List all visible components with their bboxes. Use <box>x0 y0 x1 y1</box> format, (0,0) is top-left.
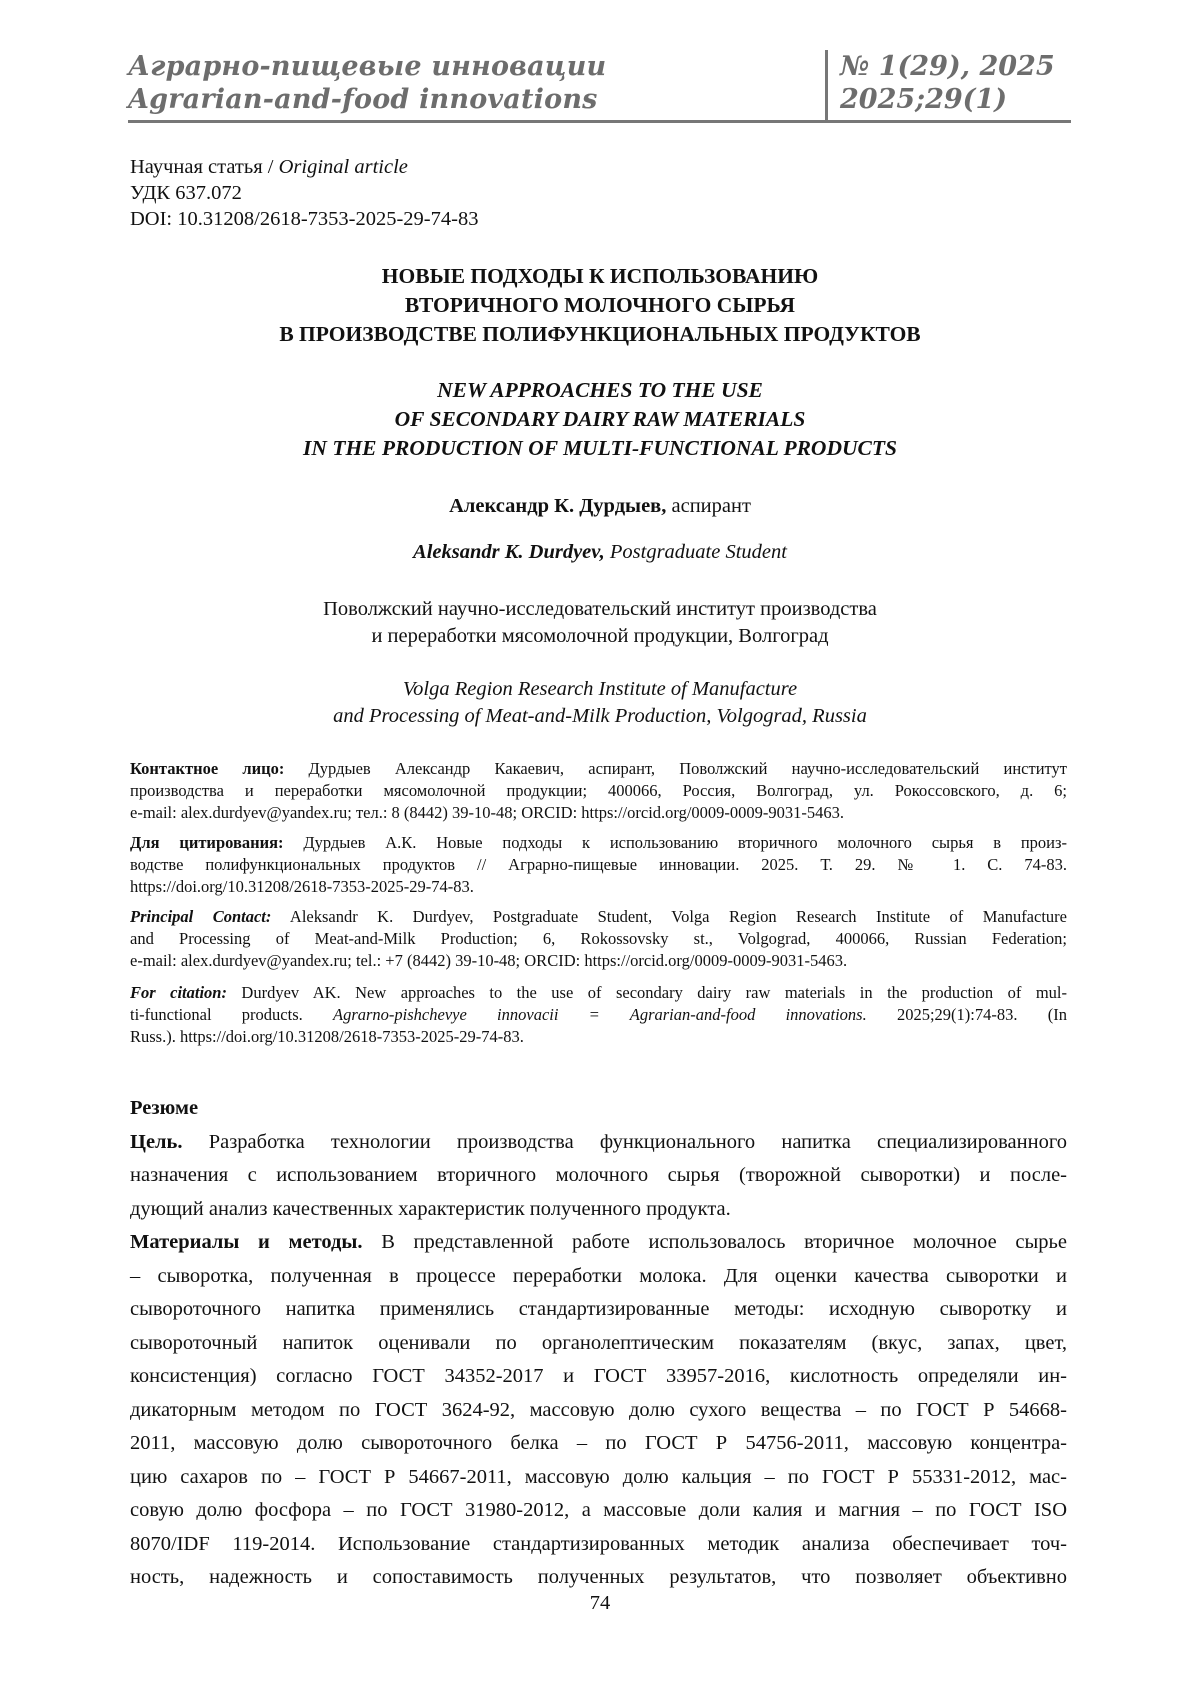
journal-title-block <box>128 50 825 123</box>
methods-line: 2011, массовую долю сывороточного белка – по ГОСТ Р 54756-2011, массовую концентра- <box>130 1427 1067 1461</box>
aim-text: Разработка технологии производства функционального напитка специализированного <box>183 1131 1067 1153</box>
author-en <box>0 541 1200 564</box>
methods-line: цию сахаров по – ГОСТ Р 54667-2011, массовую долю кальция – по ГОСТ Р 55331-2012, мас- <box>130 1461 1067 1495</box>
citation-ru-text: Дурдыев А.К. Новые подходы к использованию вторичного молочного сырья в произ- <box>284 833 1067 852</box>
methods-label: Материалы и методы. <box>130 1231 363 1253</box>
contact-ru-line <box>130 758 1067 780</box>
citation-ru-line: водстве полифункциональных продуктов // Аграрно-пищевые инновации. 2025. Т. 29. № 1. С. 74-83. <box>130 854 1067 876</box>
contact-en-line <box>130 906 1067 928</box>
issue-block <box>825 50 1071 123</box>
methods-line: ность, надежность и сопоставимость полученных результатов, что позволяет объективно <box>130 1561 1067 1595</box>
aim-line <box>130 1126 1067 1160</box>
contact-en-label: Principal Contact: <box>130 907 271 926</box>
title-ru-line: НОВЫЕ ПОДХОДЫ К ИСПОЛЬЗОВАНИЮ <box>0 262 1200 291</box>
citation-ru-link[interactable]: https://doi.org/10.31208/2618-7353-2025-29-74-83. <box>130 876 1067 898</box>
contact-ru-line: производства и переработки мясомолочной продукции; 400066, Россия, Волгоград, ул. Рокоссовского, д. 6; <box>130 780 1067 802</box>
methods-line: дикаторным методом по ГОСТ 3624-92, массовую долю сухого вещества – по ГОСТ Р 54668- <box>130 1394 1067 1428</box>
title-en-line: NEW APPROACHES TO THE USE <box>0 376 1200 405</box>
article-type-ru: Научная статья / <box>130 156 279 178</box>
citation-ru-line <box>130 832 1067 854</box>
article-meta <box>130 154 478 232</box>
contact-en <box>130 906 1067 972</box>
author-ru-role: аспирант <box>666 495 751 517</box>
citation-en-link[interactable]: Russ.). https://doi.org/10.31208/2618-7353-2025-29-74-83. <box>130 1026 1067 1048</box>
contact-ru-text: Дурдыев Александр Какаевич, аспирант, Поволжский научно-исследовательский институт <box>284 759 1067 778</box>
aim-label: Цель. <box>130 1131 183 1153</box>
citation-en-line <box>130 982 1067 1004</box>
citation-en-text: 2025;29(1):74-83. (In <box>867 1005 1067 1024</box>
issue-en: 2025;29(1) <box>828 83 1071 116</box>
title-en <box>0 376 1200 463</box>
methods-line: – сыворотка, полученная в процессе переработки молока. Для оценки качества сыворотки и <box>130 1260 1067 1294</box>
author-en-role: Postgraduate Student <box>605 541 787 563</box>
contact-ru-line: e-mail: alex.durdyev@yandex.ru; тел.: 8 (8442) 39-10-48; ORCID: https://orcid.org/0009-0009-9031-5463. <box>130 802 1067 824</box>
title-en-line: OF SECONDARY DAIRY RAW MATERIALS <box>0 405 1200 434</box>
title-ru <box>0 262 1200 349</box>
author-en-name: Aleksandr K. Durdyev, <box>413 541 605 563</box>
methods-line: сывороточный напиток оценивали по органолептическим показателям (вкус, запах, цвет, <box>130 1327 1067 1361</box>
contact-en-text: Aleksandr K. Durdyev, Postgraduate Student, Volga Region Research Institute of Manufacture <box>271 907 1067 926</box>
udc: УДК 637.072 <box>130 180 478 206</box>
methods-text: В представленной работе использовалось вторичное молочное сырье <box>363 1231 1067 1253</box>
issue-ru: № 1(29), 2025 <box>828 50 1071 83</box>
journal-title-en: Agrarian-and-food innovations <box>128 83 825 116</box>
journal-title-ru: Аграрно-пищевые инновации <box>128 50 825 83</box>
citation-en-line <box>130 1004 1067 1026</box>
resume-section <box>130 1092 1067 1595</box>
aim-line: дующий анализ качественных характеристик полученного продукта. <box>130 1193 1067 1227</box>
author-ru-name: Александр К. Дурдыев, <box>449 495 666 517</box>
page-number: 74 <box>0 1592 1200 1615</box>
article-type-en: Original article <box>279 156 408 178</box>
institution-en-line: Volga Region Research Institute of Manufacture <box>0 676 1200 703</box>
institution-ru-line: Поволжский научно-исследовательский институт производства <box>0 596 1200 623</box>
running-header <box>128 50 1068 120</box>
citation-ru-label: Для цитирования: <box>130 833 284 852</box>
contact-ru-label: Контактное лицо: <box>130 759 284 778</box>
institution-ru-line: и переработки мясомолочной продукции, Волгоград <box>0 623 1200 650</box>
title-en-line: IN THE PRODUCTION OF MULTI-FUNCTIONAL PRODUCTS <box>0 434 1200 463</box>
contact-en-line: e-mail: alex.durdyev@yandex.ru; tel.: +7 (8442) 39-10-48; ORCID: https://orcid.org/0009-0009-9031-5463. <box>130 950 1067 972</box>
methods-line: 8070/IDF 119-2014. Использование стандартизированных методик анализа обеспечивает точ- <box>130 1528 1067 1562</box>
citation-en-journal: Agrarno-pishchevye innovacii = Agrarian-and-food innovations. <box>333 1005 867 1024</box>
resume-heading-text: Резюме <box>130 1097 198 1119</box>
title-ru-line: ВТОРИЧНОГО МОЛОЧНОГО СЫРЬЯ <box>0 291 1200 320</box>
methods-line <box>130 1226 1067 1260</box>
citation-en-label: For citation: <box>130 983 227 1002</box>
resume-heading <box>130 1092 1067 1126</box>
institution-ru <box>0 596 1200 650</box>
aim-line: назначения с использованием вторичного молочного сырья (творожной сыворотки) и после- <box>130 1159 1067 1193</box>
doi: DOI: 10.31208/2618-7353-2025-29-74-83 <box>130 206 478 232</box>
citation-en <box>130 982 1067 1048</box>
institution-en-line: and Processing of Meat-and-Milk Production, Volgograd, Russia <box>0 703 1200 730</box>
contact-ru <box>130 758 1067 824</box>
citation-ru <box>130 832 1067 898</box>
author-ru <box>0 495 1200 518</box>
institution-en <box>0 676 1200 730</box>
citation-en-text: Durdyev AK. New approaches to the use of secondary dairy raw materials in the production of mul- <box>227 983 1067 1002</box>
methods-line: сывороточного напитка применялись стандартизированные методы: исходную сыворотку и <box>130 1293 1067 1327</box>
title-ru-line: В ПРОИЗВОДСТВЕ ПОЛИФУНКЦИОНАЛЬНЫХ ПРОДУКТОВ <box>0 320 1200 349</box>
article-type <box>130 154 478 180</box>
citation-en-text: ti-functional products. <box>130 1005 333 1024</box>
contact-en-line: and Processing of Meat-and-Milk Production; 6, Rokossovsky st., Volgograd, 400066, Russian Federation; <box>130 928 1067 950</box>
methods-line: совую долю фосфора – по ГОСТ 31980-2012, а массовые доли калия и магния – по ГОСТ ISO <box>130 1494 1067 1528</box>
methods-line: консистенция) согласно ГОСТ 34352-2017 и ГОСТ 33957-2016, кислотность определяли ин- <box>130 1360 1067 1394</box>
